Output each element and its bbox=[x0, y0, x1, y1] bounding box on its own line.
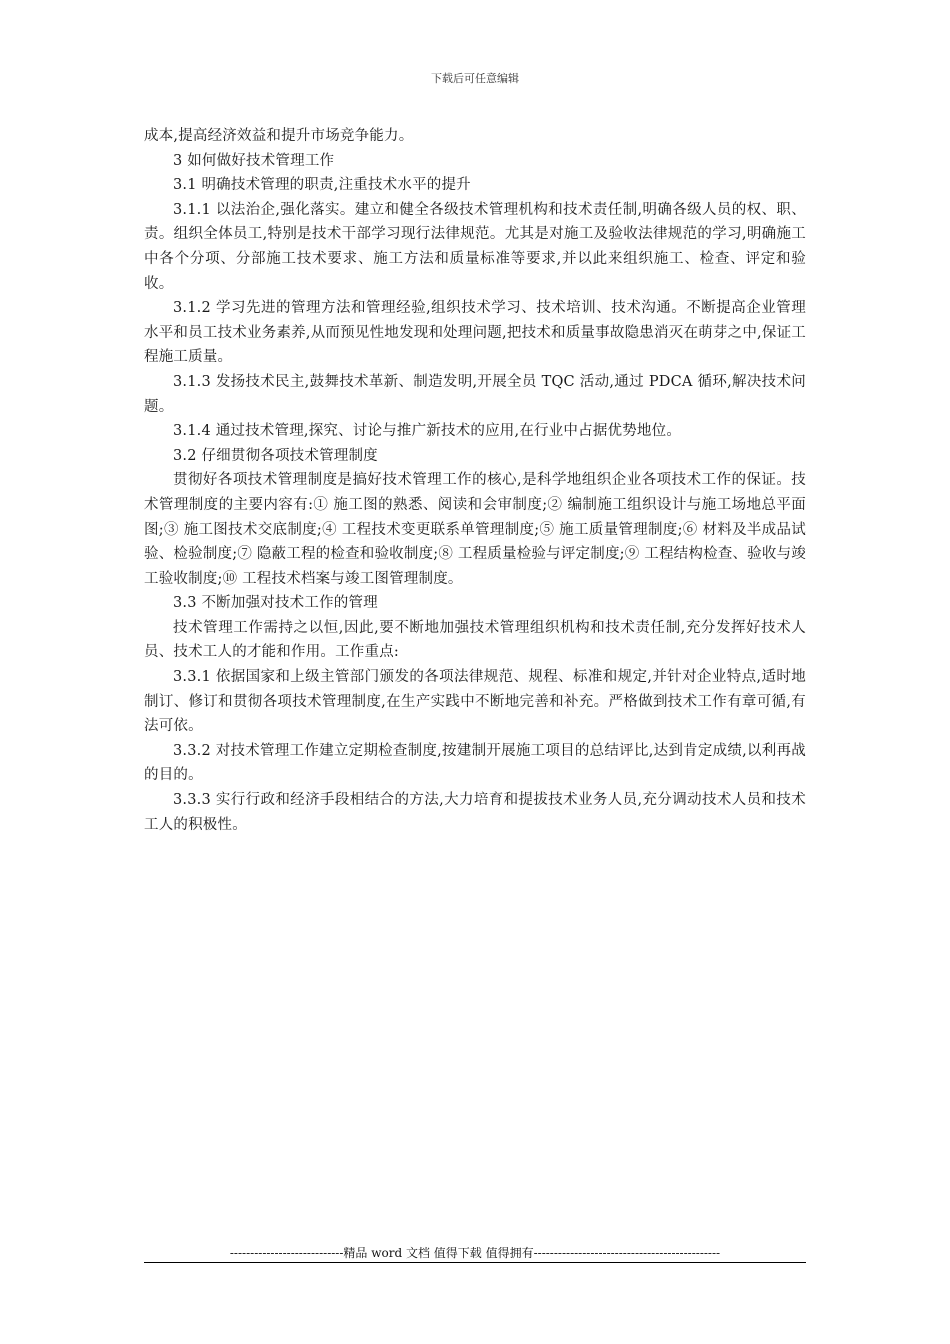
page-footer: ----------------------------精品 word 文档 值得下载 值得拥有---------------------------------------------- bbox=[229, 1246, 721, 1260]
paragraph: 3.1.1 以法治企,强化落实。建立和健全各级技术管理机构和技术责任制,明确各级人员的权、职、责。组织全体员工,特别是技术干部学习现行法律规范。尤其是对施工及验收法律规范的学习,明确施工中各个分项、分部施工技术要求、施工方法和质量标准等要求,并以此来组织施工、检查、评定和验收。 bbox=[144, 201, 806, 292]
paragraph: 3.3.2 对技术管理工作建立定期检查制度,按建制开展施工项目的总结评比,达到肯定成绩,以利再战的目的。 bbox=[144, 742, 806, 784]
paragraph: 3.1.4 通过技术管理,探究、讨论与推广新技术的应用,在行业中占据优势地位。 bbox=[173, 423, 682, 440]
paragraph: 成本,提高经济效益和提升市场竞争能力。 bbox=[144, 128, 414, 144]
paragraph: 3.1.3 发扬技术民主,鼓舞技术革新、制造发明,开展全员 TQC 活动,通过 PDCA 循环,解决技术问题。 bbox=[144, 373, 806, 415]
paragraph: 3.1.2 学习先进的管理方法和管理经验,组织技术学习、技术培训、技术沟通。不断提高企业管理水平和员工技术业务素养,从而预见性地发现和处理问题,把技术和质量事故隐患消灭在萌芽之中,保证工程施工质量。 bbox=[144, 300, 806, 366]
subsection-heading: 3.1 明确技术管理的职责,注重技术水平的提升 bbox=[173, 177, 471, 194]
paragraph: 3.3.3 实行行政和经济手段相结合的方法,大力培育和提拔技术业务人员,充分调动技术人员和技术工人的积极性。 bbox=[144, 792, 806, 833]
section-heading: 3 如何做好技术管理工作 bbox=[173, 152, 335, 169]
paragraph: 3.3.1 依据国家和上级主管部门颁发的各项法律规范、规程、标准和规定,并针对企业特点,适时地制订、修订和贯彻各项技术管理制度,在生产实践中不断地完善和补充。严格做到技术工作有章可循,有法可依。 bbox=[144, 669, 806, 735]
subsection-heading: 3.3 不断加强对技术工作的管理 bbox=[173, 595, 378, 612]
paragraph: 技术管理工作需持之以恒,因此,要不断地加强技术管理组织机构和技术责任制,充分发挥好技术人员、技术工人的才能和作用。工作重点: bbox=[144, 619, 806, 661]
subsection-heading: 3.2 仔细贯彻各项技术管理制度 bbox=[173, 447, 378, 464]
document-body bbox=[144, 124, 806, 837]
page-header: 下载后可任意编辑 bbox=[431, 72, 519, 85]
paragraph: 贯彻好各项技术管理制度是搞好技术管理工作的核心,是科学地组织企业各项技术工作的保证。技术管理制度的主要内容有:① 施工图的熟悉、阅读和会审制度;② 编制施工组织设计与施工场地总平面图;③ 施工图技术交底制度;④ 工程技术变更联系单管理制度;⑤ 施工质量管理制度;⑥ 材料及半成品试验、检验制度;⑦ 隐蔽工程的检查和验收制度;⑧ 工程质量检验与评定制度;⑨ 工程结构检查、验收与竣工验收制度;⑩ 工程技术档案与竣工图管理制度。 bbox=[144, 472, 806, 587]
footer-rule bbox=[144, 1262, 806, 1263]
